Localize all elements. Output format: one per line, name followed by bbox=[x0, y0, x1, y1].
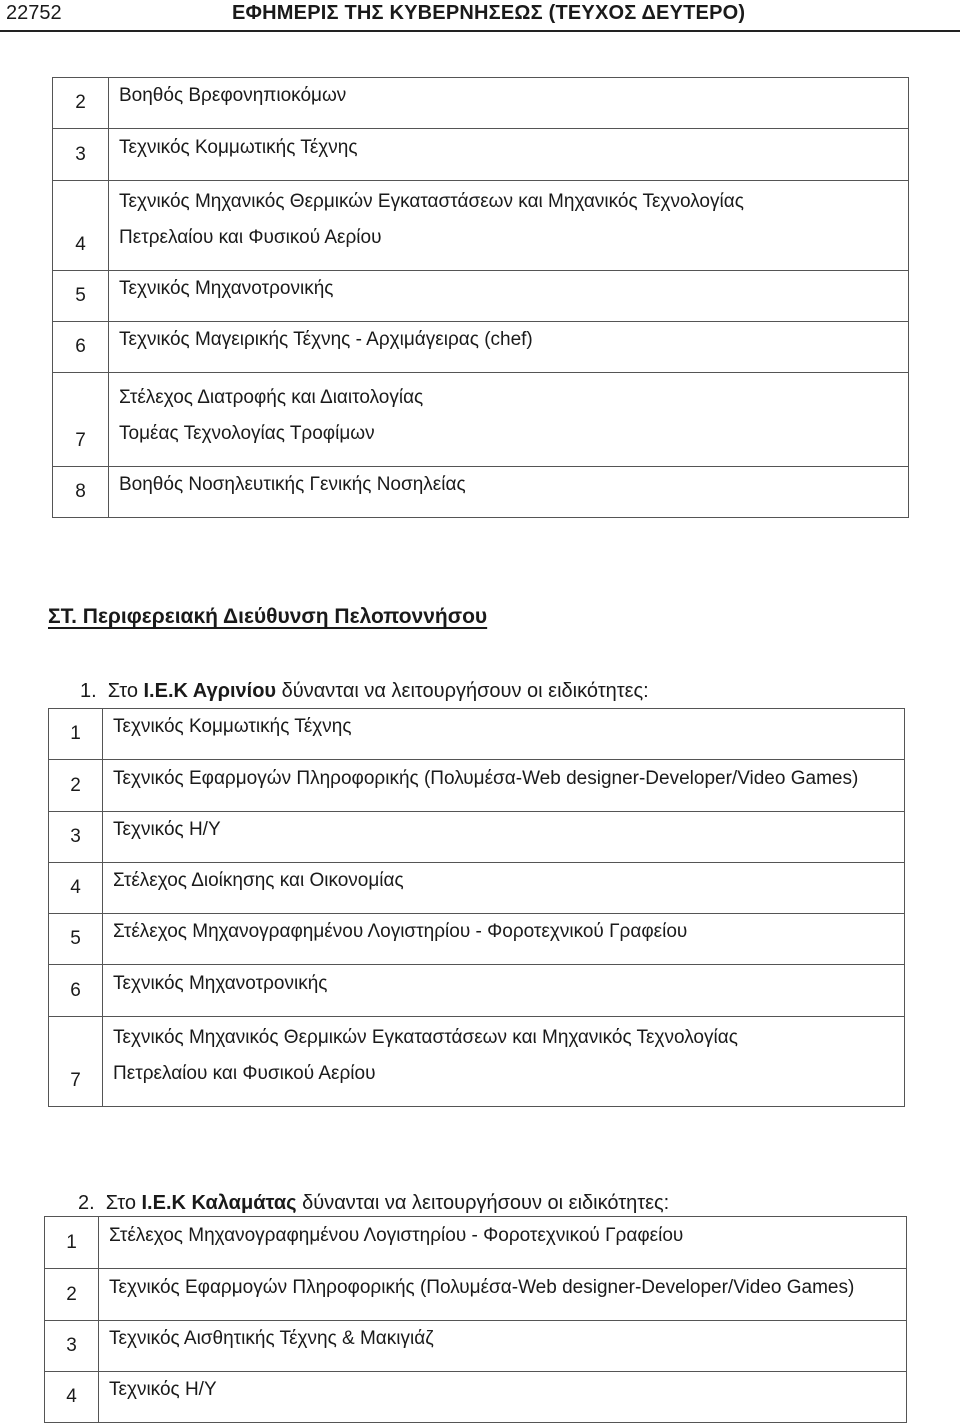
iek-name: Ι.Ε.Κ Καλαμάτας bbox=[141, 1192, 297, 1214]
specialty-name: Τεχνικός Μηχανοτρονικής bbox=[103, 965, 905, 1017]
table-row bbox=[49, 812, 905, 863]
specialty-name: Τεχνικός Αισθητικής Τέχνης & Μακιγιάζ bbox=[99, 1321, 907, 1372]
table-row bbox=[53, 467, 909, 518]
specialty-name: Τεχνικός Εφαρμογών Πληροφορικής (Πολυμέσα-Web designer-Developer/Video Games) bbox=[99, 1269, 907, 1321]
specialty-name: Βοηθός Βρεφονηπιοκόμων bbox=[109, 78, 909, 129]
specialty-name: Στέλεχος Διατροφής και Διαιτολογίας Τομέας Τεχνολογίας Τροφίμων bbox=[109, 373, 909, 467]
table-row bbox=[45, 1269, 907, 1321]
specialty-name: Στέλεχος Μηχανογραφημένου Λογιστηρίου - Φοροτεχνικού Γραφείου bbox=[103, 914, 905, 965]
table-row bbox=[49, 863, 905, 914]
header-divider bbox=[0, 30, 960, 32]
row-number: 2 bbox=[53, 78, 109, 129]
table-row bbox=[53, 271, 909, 322]
table-row bbox=[49, 1017, 905, 1107]
table-row bbox=[45, 1372, 907, 1423]
specialty-name: Τεχνικός Μηχανικός Θερμικών Εγκαταστάσεων και Μηχανικός Τεχνολογίας Πετρελαίου και Φυσικού Αερίου bbox=[109, 181, 909, 271]
page-number: 22752 bbox=[6, 2, 62, 24]
table-row bbox=[53, 129, 909, 181]
table-row bbox=[45, 1321, 907, 1372]
row-number: 7 bbox=[53, 373, 109, 467]
row-number: 6 bbox=[49, 965, 103, 1017]
specialty-name: Τεχνικός Μαγειρικής Τέχνης - Αρχιμάγειρας (chef) bbox=[109, 322, 909, 373]
row-number: 2 bbox=[49, 760, 103, 812]
table-row bbox=[49, 914, 905, 965]
table-row bbox=[53, 78, 909, 129]
page-header bbox=[0, 0, 960, 30]
specialty-name: Τεχνικός Κομμωτικής Τέχνης bbox=[109, 129, 909, 181]
specialty-name: Βοηθός Νοσηλευτικής Γενικής Νοσηλείας bbox=[109, 467, 909, 518]
row-number: 4 bbox=[49, 863, 103, 914]
table-row bbox=[53, 181, 909, 271]
table-row bbox=[49, 965, 905, 1017]
specialty-name: Τεχνικός Μηχανοτρονικής bbox=[109, 271, 909, 322]
table-row bbox=[49, 709, 905, 760]
table-row bbox=[49, 760, 905, 812]
section-heading: ΣΤ. Περιφερειακή Διεύθυνση Πελοποννήσου bbox=[48, 605, 488, 628]
agrinio-intro: 1. Στο Ι.Ε.Κ Αγρινίου δύνανται να λειτουργήσουν οι ειδικότητες: bbox=[80, 680, 649, 702]
specialty-name: Στέλεχος Μηχανογραφημένου Λογιστηρίου - Φοροτεχνικού Γραφείου bbox=[99, 1217, 907, 1269]
row-number: 7 bbox=[49, 1017, 103, 1107]
specialties-table-top bbox=[52, 77, 909, 518]
specialties-table-agrinio bbox=[48, 708, 905, 1107]
row-number: 6 bbox=[53, 322, 109, 373]
row-number: 3 bbox=[49, 812, 103, 863]
journal-title: ΕΦΗΜΕΡΙΣ ΤΗΣ ΚΥΒΕΡΝΗΣΕΩΣ (ΤΕΥΧΟΣ ΔΕΥΤΕΡΟ) bbox=[232, 2, 746, 24]
row-number: 4 bbox=[45, 1372, 99, 1423]
specialty-name: Τεχνικός Η/Υ bbox=[103, 812, 905, 863]
specialty-name: Στέλεχος Διοίκησης και Οικονομίας bbox=[103, 863, 905, 914]
table-row bbox=[45, 1217, 907, 1269]
row-number: 2 bbox=[45, 1269, 99, 1321]
row-number: 1 bbox=[45, 1217, 99, 1269]
specialty-name: Τεχνικός Η/Υ bbox=[99, 1372, 907, 1423]
table-row bbox=[53, 373, 909, 467]
table-row bbox=[53, 322, 909, 373]
row-number: 5 bbox=[53, 271, 109, 322]
kalamata-intro: 2. Στο Ι.Ε.Κ Καλαμάτας δύνανται να λειτουργήσουν οι ειδικότητες: bbox=[78, 1192, 670, 1214]
row-number: 8 bbox=[53, 467, 109, 518]
row-number: 3 bbox=[53, 129, 109, 181]
row-number: 1 bbox=[49, 709, 103, 760]
specialty-name: Τεχνικός Μηχανικός Θερμικών Εγκαταστάσεων και Μηχανικός Τεχνολογίας Πετρελαίου και Φυσικού Αερίου bbox=[103, 1017, 905, 1107]
iek-name: Ι.Ε.Κ Αγρινίου bbox=[143, 680, 277, 702]
row-number: 3 bbox=[45, 1321, 99, 1372]
row-number: 4 bbox=[53, 181, 109, 271]
specialties-table-kalamata bbox=[44, 1216, 907, 1423]
specialty-name: Τεχνικός Κομμωτικής Τέχνης bbox=[103, 709, 905, 760]
row-number: 5 bbox=[49, 914, 103, 965]
specialty-name: Τεχνικός Εφαρμογών Πληροφορικής (Πολυμέσα-Web designer-Developer/Video Games) bbox=[103, 760, 905, 812]
